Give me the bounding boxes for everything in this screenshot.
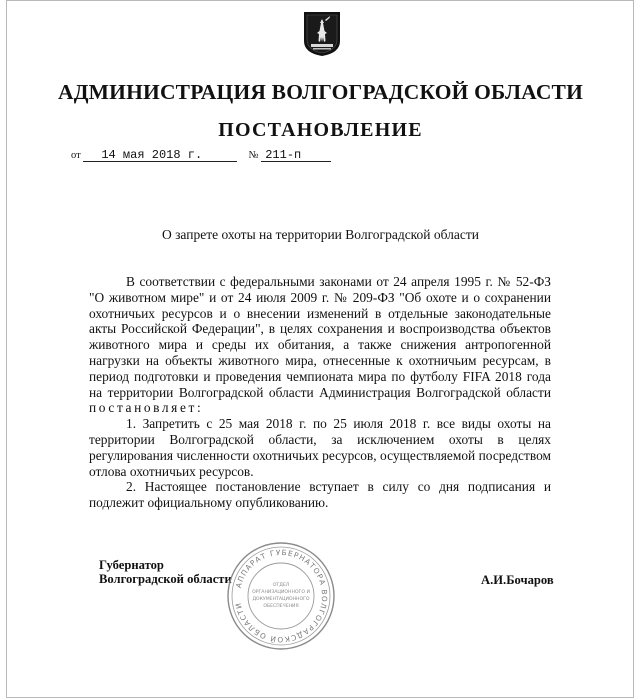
item-1-paragraph: 1. Запретить с 25 мая 2018 г. по 25 июля 2018 г. все виды охоты на территории Волгоградской области, за исключением охоты в целях регулирования численности охотничьих ресурсов, осуществляемой посредством отлова охотничьих ресурсов. [89, 416, 551, 479]
svg-text:ОРГАНИЗАЦИОННОГО И: ОРГАНИЗАЦИОННОГО И [252, 590, 310, 595]
date-number-line [71, 148, 331, 164]
decree-word: постановляет: [89, 400, 204, 416]
preamble-paragraph [89, 274, 551, 416]
svg-text:ОБЕСПЕЧЕНИЯ: ОБЕСПЕЧЕНИЯ [263, 604, 299, 609]
signatory-title-line2: Волгоградской области [99, 572, 232, 586]
item-2-paragraph: 2. Настоящее постановление вступает в силу со дня подписания и подлежит официальному опубликованию. [89, 479, 551, 511]
preamble-text: В соответствии с федеральными законами от 24 апреля 1995 г. № 52-ФЗ "О животном мире" и от 24 июля 2009 г. № 209-ФЗ "Об охоте и о сохранении охотничьих ресурсов и о внесении изменений в отдельные законодательные акты Российской Федерации", в целях сохранения и воспроизводства объектов животного мира и среды их обитания, а также снижения антропогенной нагрузки на объекты животного мира, отнесенные к охотничьим ресурсам, в период подготовки и проведения чемпионата мира по футболу FIFA 2018 года на территории Волгоградской области Администрация Волгоградской области [89, 274, 551, 400]
document-type: ПОСТАНОВЛЕНИЕ [218, 119, 423, 141]
signatory-title-line1: Губернатор [99, 558, 164, 572]
agency-name: АДМИНИСТРАЦИЯ ВОЛГОГРАДСКОЙ ОБЛАСТИ [57, 80, 584, 104]
signatory-name: А.И.Бочаров [481, 573, 554, 587]
svg-text:ОТДЕЛ: ОТДЕЛ [272, 583, 290, 588]
signatory-title [99, 558, 232, 586]
svg-text:АППАРАТ ГУБЕРНАТОРА ВОЛГОГРАДС: АППАРАТ ГУБЕРНАТОРА ВОЛГОГРАДСКОЙ ОБЛАСТИ [233, 547, 330, 645]
document-number: 211-п [261, 149, 331, 162]
official-seal-stamp [225, 540, 337, 652]
coat-of-arms-emblem [303, 11, 341, 57]
from-label: от [71, 150, 81, 161]
document-date: 14 мая 2018 г. [83, 149, 237, 162]
number-label: № [248, 150, 259, 161]
document-body [89, 274, 551, 511]
svg-text:ДОКУМЕНТАЦИОННОГО: ДОКУМЕНТАЦИОННОГО [252, 597, 310, 602]
document-subject: О запрете охоты на территории Волгоградской области [161, 227, 480, 242]
